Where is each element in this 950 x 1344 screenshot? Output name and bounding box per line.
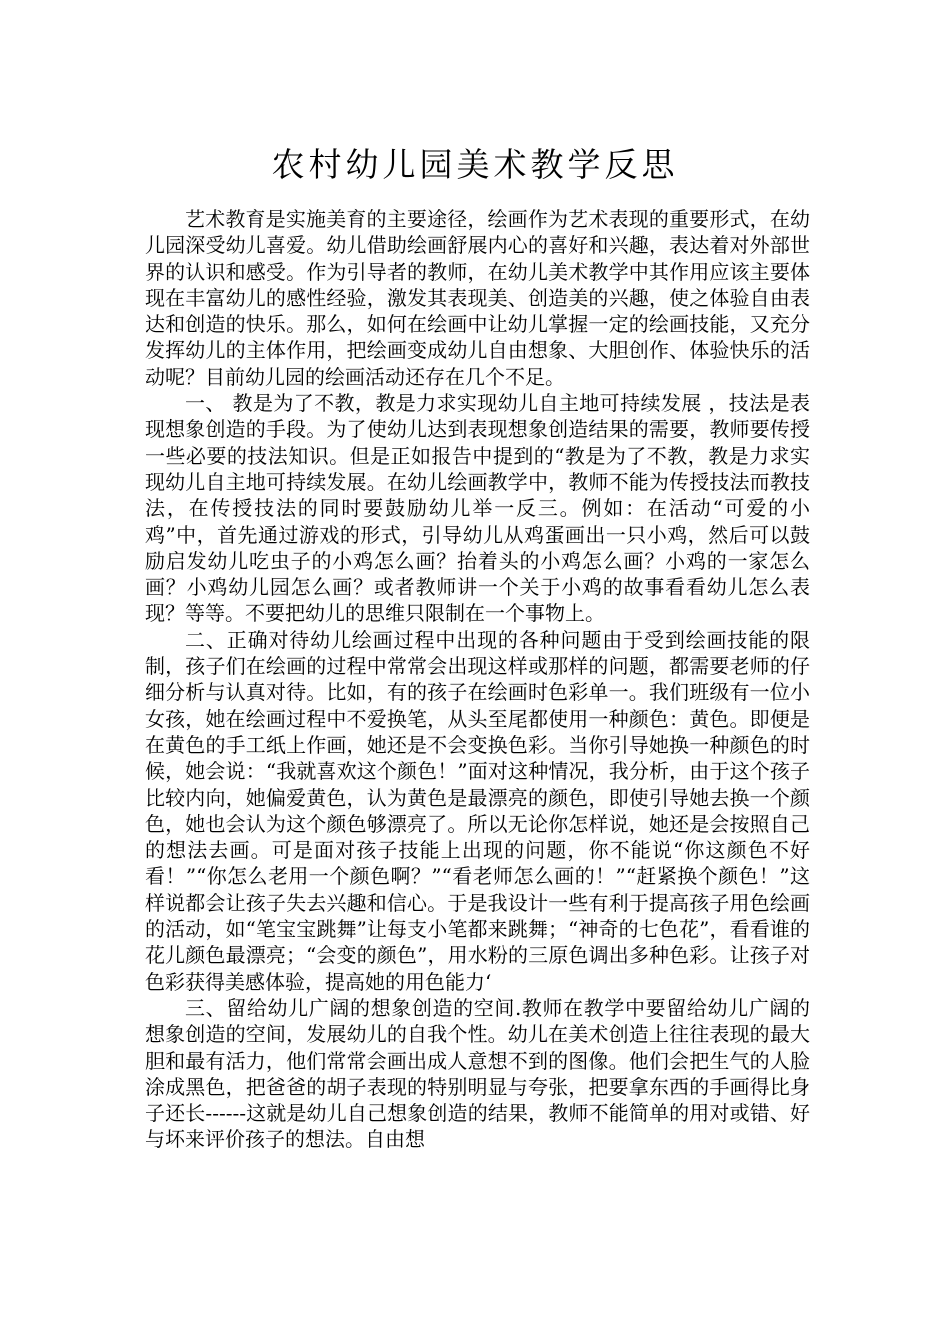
paragraph-section-three: 三、留给幼儿广阔的想象创造的空间.教师在教学中要留给幼儿广阔的想象创造的空间，发展幼儿的自我个性。幼儿在美术创造上往往表现的最大胆和最有活力，他们常常会画出成人意想不到的图像。他们会把生气的人脸涂成黑色，把爸爸的胡子表现的特别明显与夸张，把要拿东西的手画得比身子还长------这就是幼儿自己想象创造的结果，教师不能简单的用对或错、好与坏来评价孩子的想法。自由想: [145, 995, 810, 1152]
paragraph-section-one: 一、 教是为了不教，教是力求实现幼儿自主地可持续发展 ，技法是表现想象创造的手段。为了使幼儿达到表现想象创造结果的需要，教师要传授一些必要的技法知识。但是正如报告中提到的“教是为了不教，教是力求实现幼儿自主地可持续发展。在幼儿绘画教学中，教师不能为传授技法而教技法，在传授技法的同时要鼓励幼儿举一反三。例如：在活动“可爱的小鸡”中，首先通过游戏的形式，引导幼儿从鸡蛋画出一只小鸡，然后可以鼓励启发幼儿吃虫子的小鸡怎么画？抬着头的小鸡怎么画？小鸡的一家怎么画？小鸡幼儿园怎么画？或者教师讲一个关于小鸡的故事看看幼儿怎么表现？等等。不要把幼儿的思维只限制在一个事物上。: [145, 391, 810, 626]
paragraph-section-two: 二、正确对待幼儿绘画过程中出现的各种问题由于受到绘画技能的限制，孩子们在绘画的过程中常常会出现这样或那样的问题，都需要老师的仔细分析与认真对待。比如，有的孩子在绘画时色彩单一。我们班级有一位小女孩，她在绘画过程中不爱换笔，从头至尾都使用一种颜色：黄色。即便是在黄色的手工纸上作画，她还是不会变换色彩。当你引导她换一种颜色的时候，她会说：“我就喜欢这个颜色！”面对这种情况，我分析，由于这个孩子比较内向，她偏爱黄色，认为黄色是最漂亮的颜色，即使引导她去换一个颜色，她也会认为这个颜色够漂亮了。所以无论你怎样说，她还是会按照自己的想法去画。可是面对孩子技能上出现的问题，你不能说“你这颜色不好看！”“你怎么老用一个颜色啊？”“看老师怎么画的！”“赶紧换个颜色！”这样说都会让孩子失去兴趣和信心。于是我设计一些有利于提高孩子用色绘画的活动，如“笔宝宝跳舞”让每支小笔都来跳舞；“神奇的七色花”，看看谁的花儿颜色最漂亮；“会变的颜色”，用水粉的三原色调出多种色彩。让孩子对色彩获得美感体验，提高她的用色能力‘: [145, 627, 810, 994]
paragraph-intro: 艺术教育是实施美育的主要途径，绘画作为艺术表现的重要形式，在幼儿园深受幼儿喜爱。幼儿借助绘画舒展内心的喜好和兴趣，表达着对外部世界的认识和感受。作为引导者的教师，在幼儿美术教学中其作用应该主要体现在丰富幼儿的感性经验，激发其表现美、创造美的兴趣，使之体验自由表达和创造的快乐。那么，如何在绘画中让幼儿掌握一定的绘画技能，又充分发挥幼儿的主体作用，把绘画变成幼儿自由想象、大胆创作、体验快乐的活动呢？目前幼儿园的绘画活动还存在几个不足。: [145, 207, 810, 389]
document-title: 农村幼儿园美术教学反思: [271, 145, 679, 184]
document-body: [145, 206, 810, 1153]
